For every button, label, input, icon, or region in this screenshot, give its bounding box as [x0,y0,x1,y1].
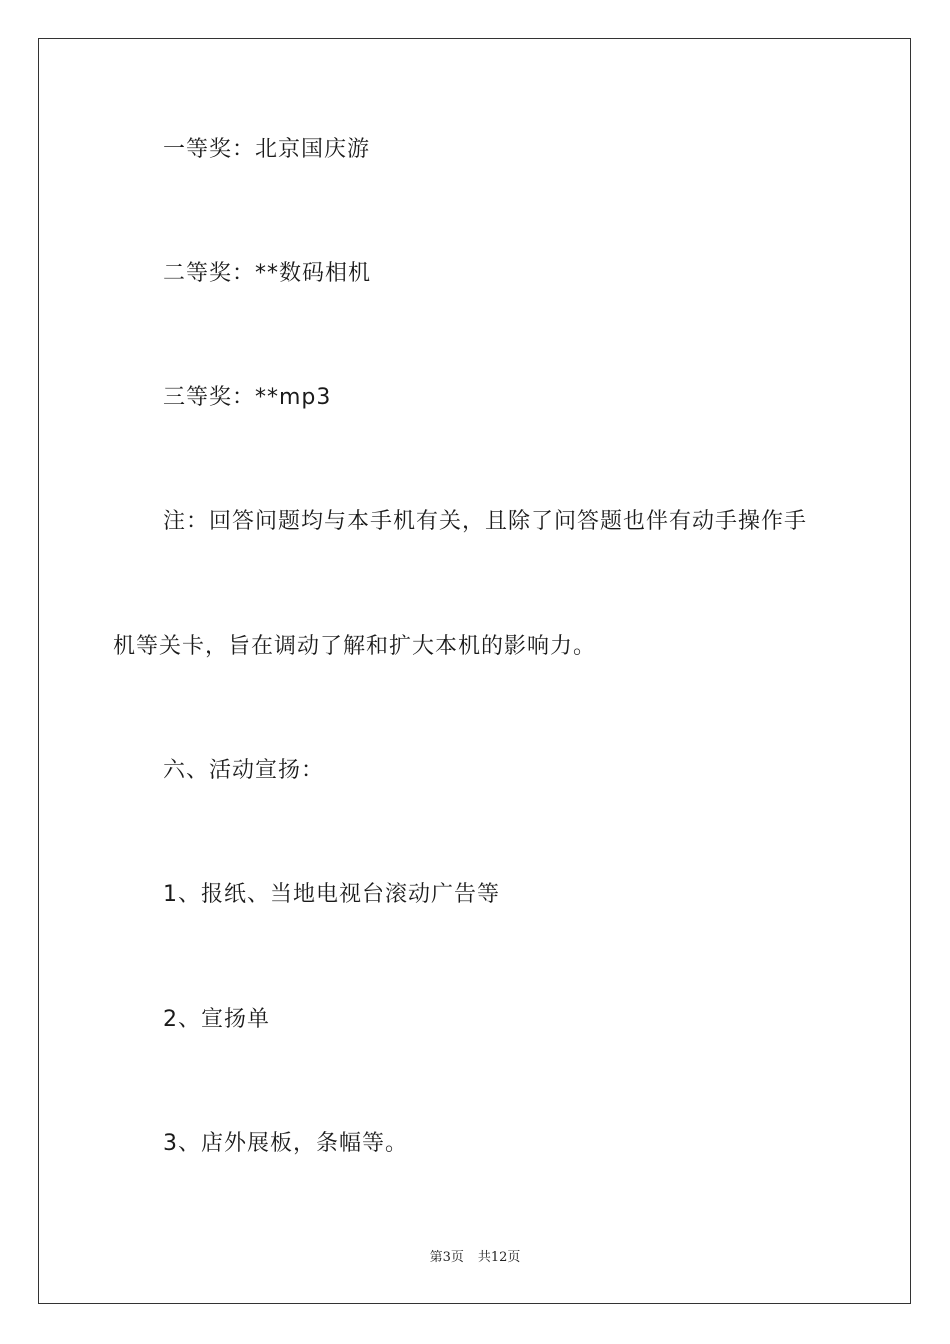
section-heading-promotion: 六、活动宣扬： [163,758,325,783]
promotion-item-1: 1、报纸、当地电视台滚动广告等 [163,882,500,907]
page-number: 第3页 [429,1250,464,1265]
page-total: 共12页 [477,1250,521,1265]
prize-first-line: 一等奖：北京国庆游 [163,137,371,162]
page-footer [0,1246,950,1265]
prize-second-line: 二等奖：**数码相机 [163,261,372,286]
promotion-item-2: 2、宣扬单 [163,1007,270,1032]
page-border [38,38,911,1304]
note-paragraph-line-1: 注：回答问题均与本手机有关，且除了问答题也伴有动手操作手 [163,509,808,534]
promotion-item-3: 3、店外展板，条幅等。 [163,1131,408,1156]
note-paragraph-line-2: 机等关卡，旨在调动了解和扩大本机的影响力。 [113,634,597,659]
prize-third-line: 三等奖：**mp3 [163,385,332,410]
